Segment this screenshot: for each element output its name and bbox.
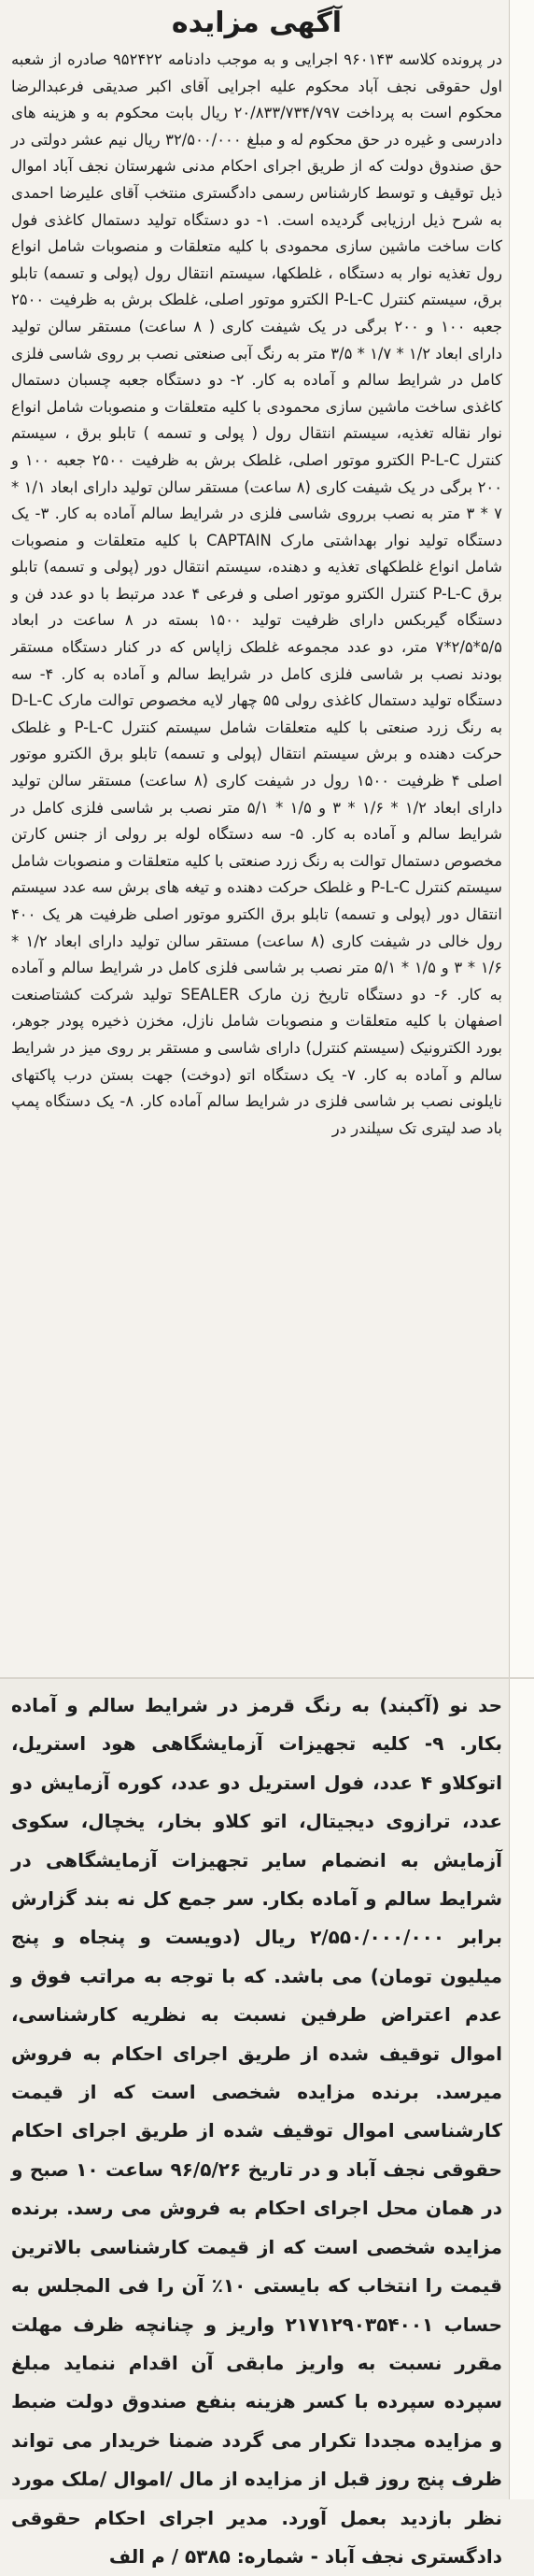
notice-title: آگهی مزایده: [171, 7, 343, 39]
notice-body-part-1: در پرونده کلاسه ۹۶۰۱۴۳ اجرایی و به موجب دادنامه ۹۵۲۴۲۲ صادره از شعبه اول حقوقی نجف آباد محکوم علیه اجرایی آقای اکبر صدیقی فرعبدالرضا محکوم است به پرداخت ۲۰/۸۳۳/۷۳۴/۷۹۷ ریال بابت محکوم به و هزینه های دادرسی و غیره در حق محکوم له و مبلغ ۳۲/۵۰۰/۰۰۰ ریال نیم عشر دولتی در حق صندوق دولت که از طریق اجرای احکام مدنی شهرستان نجف آباد اموال ذیل توقیف و توسط کارشناس رسمی دادگستری منتخب آقای علیرضا احمدی به شرح ذیل ارزیابی گردیده است. ۱- دو دستگاه تولید دستمال کاغذی فول کات ساخت ماشین سازی محمودی با کلیه متعلقات و منصوبات شامل انواع رول تغذیه نوار به دستگاه ، غلطکها، سیستم انتقال رول (پولی و تسمه) تابلو برق، سیستم کنترل P-L-C الکترو موتور اصلی، غلطک برش به ظرفیت ۲۵۰۰ جعبه ۱۰۰ و ۲۰۰ برگی در یک شیفت کاری ( ۸ ساعت) مستقر سالن تولید دارای ابعاد ۱/۲ * ۱/۷ * ۳/۵ متر به رنگ آبی صنعتی نصب بر روی شاسی فلزی کامل در شرایط سالم و آماده به کار. ۲- دو دستگاه جعبه چسبان دستمال کاغذی ساخت ماشین سازی محمودی با کلیه متعلقات و منصوبات شامل انواع نوار نقاله تغذیه، سیستم انتقال رول ( پولی و تسمه ) تابلو برق ، سیستم کنترل P-L-C الکترو موتور اصلی، غلطک برش به ظرفیت ۲۵۰۰ جعبه ۱۰۰ و ۲۰۰ برگی در یک شیفت کاری (۸ ساعت) مستقر سالن تولید دارای ابعاد ۱/۱ * ۷ * ۳ متر به نصب برروی شاسی فلزی در شرایط سالم آماده به کار. ۳- یک دستگاه تولید نوار بهداشتی مارک CAPTAIN با کلیه متعلقات و منصوبات شامل انواع غلطکهای تغذیه و دهنده، سیستم انتقال دور (پولی و تسمه) تابلو برق P-L-C کنترل الکترو موتور اصلی و فرعی ۴ عدد مرتبط با دو عدد فن و دستگاه گیربکس دارای ظرفیت تولید ۱۵۰۰ بسته در ۸ ساعت در ابعاد ۵/۵*۲/۵*۷ متر، دو عدد مجموعه غلطک زاپاس که در کنار دستگاه مستقر بودند نصب بر شاسی فلزی کامل در شرایط سالم و آماده به کار. ۴- سه دستگاه تولید دستمال کاغذی رولی ۵۵ چهار لایه مخصوص توالت مارک D-L-C به رنگ زرد صنعتی با کلیه متعلقات شامل سیستم کنترل P-L-C و غلطک حرکت دهنده و برش سیستم انتقال (پولی و تسمه) تابلو برق الکترو موتور اصلی ۴ ظرفیت ۱۵۰۰ رول در شیفت کاری (۸ ساعت) مستقر سالن تولید دارای ابعاد ۱/۲ * ۱/۶ * ۳ و ۱/۵ * ۵/۱ متر نصب بر شاسی فلزی کامل در شرایط سالم و آماده به کار. ۵- سه دستگاه لوله بر رولی از جنس کارتن مخصوص دستمال توالت به رنگ زرد صنعتی با کلیه متعلقات و منصوبات شامل سیستم کنترل P-L-C و غلطک حرکت دهنده و تیغه های برش سه عدد سیستم انتقال دور (پولی و تسمه) تابلو برق الکترو موتور اصلی ظرفیت هر یک ۴۰۰ رول خالی در شیفت کاری (۸ ساعت) مستقر سالن تولید دارای ابعاد ۱/۲ * ۱/۶ * ۳ و ۱/۵ * ۵/۱ متر نصب بر شاسی فلزی کامل در شرایط سالم و آماده به کار. ۶- دو دستگاه تاریخ زن مارک SEALER تولید شرکت کشتاصنعت اصفهان با کلیه متعلقات و منصوبات شامل نازل، مخزن ذخیره پودر جوهر، بورد الکترونیک (سیستم کنترل) دارای شاسی و مستقر بر روی میز در شرایط سالم و آماده به کار. ۷- یک دستگاه اتو (دوخت) جهت بستن درب پاکتهای نایلونی نصب بر شاسی فلزی در شرایط سالم آماده کار. ۸- یک دستگاه پمپ باد صد لیتری تک سیلندر در: [11, 50, 503, 1137]
auction-notice-clip-bottom: [0, 1677, 534, 2568]
notice-body-part-2: حد نو (آکبند) به رنگ قرمز در شرایط سالم و آماده بکار. ۹- کلیه تجهیزات آزمایشگاهی هود استریل، اتوکلاو ۴ عدد، فول استریل دو عدد، کوره آزمایش دو عدد، ترازوی دیجیتال، اتو کلاو بخار، یخچال، سکوی آزمایش به انضمام سایر تجهیزات آزمایشگاهی در شرایط سالم و آماده بکار. سر جمع کل نه بند گزارش برابر ۲/۵۵۰/۰۰۰/۰۰۰ ریال (دویست و پنجاه و پنج میلیون تومان) می باشد. که با توجه به مراتب فوق و عدم اعتراض طرفین نسبت به نظریه کارشناسی، اموال توقیف شده از طریق اجرای احکام به فروش میرسد. برنده مزایده شخصی است که از قیمت کارشناسی اموال توقیف شده از طریق اجرای احکام حقوقی نجف آباد و در تاریخ ۹۶/۵/۲۶ ساعت ۱۰ صبح و در همان محل اجرای احکام به فروش می رسد. برنده مزایده شخصی است که از قیمت کارشناسی بالاترین قیمت را انتخاب که بایستی ۱۰٪ آن را فی المجلس به حساب ۲۱۷۱۲۹۰۳۵۴۰۰۱ واریز و چنانچه ظرف مهلت مقرر نسبت به واریز مابقی آن اقدام ننماید مبلغ سپرده سپرده با کسر هزینه بنفع صندوق دولت ضبط و مزایده مجددا تکرار می گردد ضمنا خریدار می تواند ظرف پنج روز قبل از مزایده از مال /اموال /ملک مورد نظر بازدید بعمل آورد. مدیر اجرای احکام حقوقی دادگستری نجف آباد - شماره: ۵۳۸۵ / م الف: [11, 1694, 503, 2568]
page-margin-strip: [509, 1679, 534, 2499]
page-margin-strip: [509, 0, 534, 1677]
